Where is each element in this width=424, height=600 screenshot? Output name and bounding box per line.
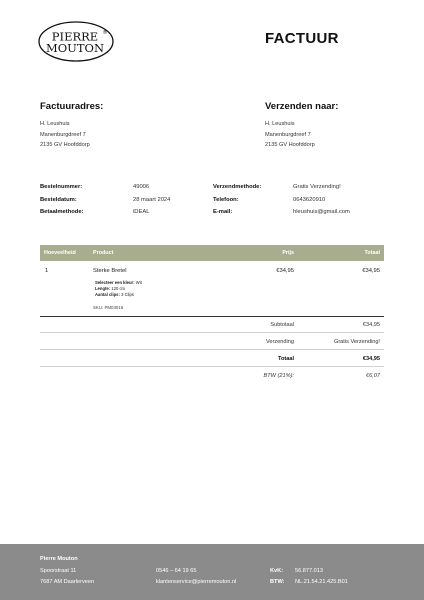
email-label: E-mail: — [213, 209, 233, 216]
footer-email[interactable]: klantenservice@pierremouton.nl — [156, 579, 237, 585]
table-row — [40, 261, 384, 317]
billing-city: 2135 GV Hoofddorp — [40, 142, 90, 148]
items-table-header — [40, 245, 384, 261]
subtotal-row — [40, 316, 384, 333]
shipping-name: H. Leushuis — [265, 121, 295, 127]
order-date-label: Besteldatum: — [40, 196, 77, 203]
footer-phone: 0546 – 64 19 65 — [156, 568, 197, 574]
payment-method-label: Betaalmethode: — [40, 209, 84, 216]
total-label: Totaal — [277, 356, 294, 362]
billing-name: H. Leushuis — [40, 121, 70, 127]
item-option: Selecteer een kleur: Wit — [95, 280, 142, 285]
item-options — [95, 280, 142, 299]
logo-registered-mark: ® — [102, 30, 108, 36]
header-price: Prijs — [282, 250, 294, 256]
footer — [0, 544, 424, 600]
footer-street: Spoorstraat 11 — [40, 568, 77, 574]
item-option: Lengte: 120 cm — [95, 286, 126, 292]
billing-street: Manenburgdreef 7 — [40, 131, 86, 138]
item-quantity: 1 — [45, 268, 49, 274]
payment-method: iDEAL — [133, 209, 150, 216]
shipping-heading: Verzenden naar: — [265, 101, 339, 112]
billing-address — [40, 101, 103, 151]
shipping-method-label: Verzendmethode: — [213, 184, 262, 190]
shipping-row — [40, 333, 384, 350]
totals — [40, 316, 384, 384]
footer-btw-label: BTW: — [270, 579, 285, 585]
header-quantity: Hoeveelheid — [44, 250, 76, 256]
shipping-city: 2135 GV Hoofddorp — [265, 142, 315, 148]
footer-btw: NL.21.54.21.425.B01 — [295, 579, 348, 585]
vat-value: €6,07 — [366, 373, 380, 379]
document-title: FACTUUR — [265, 30, 339, 47]
shipping-cost-value: Gratis Verzending! — [333, 339, 380, 345]
phone: 0643620910 — [293, 196, 326, 203]
item-sku: SKU: PM03016 — [93, 305, 124, 310]
order-date: 28 maart 2024 — [133, 196, 171, 203]
email: hleushuis@gmail.com — [293, 209, 350, 216]
item-option: Aantal clips: 3 Clips — [95, 292, 134, 298]
header-product: Product — [93, 250, 114, 256]
footer-company: Pierre Mouton — [40, 556, 78, 562]
subtotal-value: €34,95 — [362, 322, 380, 328]
item-price: €34,95 — [276, 268, 294, 274]
brand-logo — [38, 21, 114, 62]
item-total: €34,95 — [362, 268, 380, 274]
shipping-method: Gratis Verzending! — [293, 184, 341, 190]
order-number-label: Bestelnummer: — [40, 184, 83, 190]
footer-kvk-label: KvK: — [270, 568, 284, 574]
subtotal-label: Subtotaal — [270, 322, 294, 328]
logo-line1: PIERRE — [51, 29, 99, 44]
vat-label: BTW (21%): — [263, 373, 294, 379]
shipping-cost-label: Verzending — [266, 339, 294, 345]
shipping-address — [265, 101, 338, 151]
footer-city: 7687 AM Daarlerveen — [40, 579, 95, 585]
order-meta — [0, 181, 424, 221]
header-total: Totaal — [364, 250, 380, 256]
total-value: €34,95 — [362, 356, 380, 362]
total-row — [40, 350, 384, 367]
items-table — [40, 245, 384, 317]
vat-row — [40, 367, 384, 384]
billing-heading: Factuuradres: — [40, 101, 104, 112]
phone-label: Telefoon: — [213, 196, 239, 203]
shipping-street: Manenburgdreef 7 — [265, 131, 311, 138]
order-number: 49006 — [133, 184, 150, 190]
logo-line2: MOUTON — [45, 41, 105, 55]
item-product-name: Sterke Bretel — [93, 268, 127, 274]
footer-kvk: 56.877.013 — [295, 568, 323, 574]
